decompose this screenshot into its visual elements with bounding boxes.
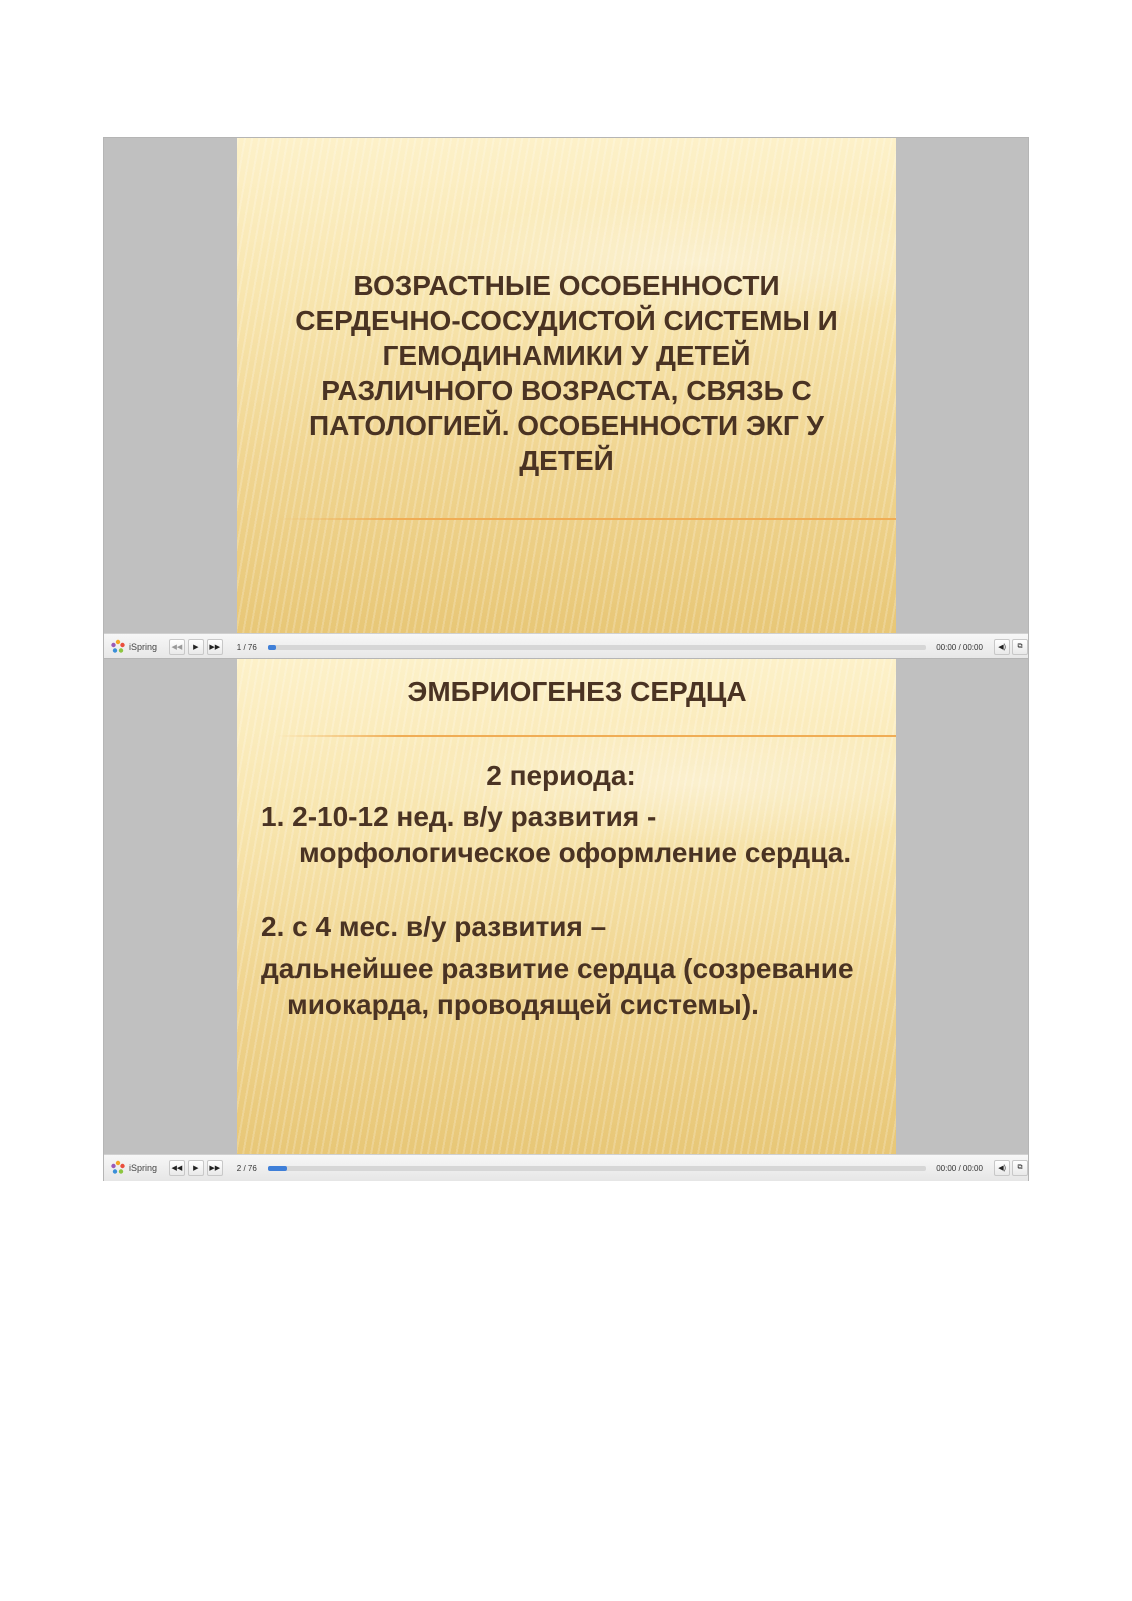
progress-fill (268, 1166, 288, 1171)
brand-label: iSpring (129, 642, 158, 652)
fullscreen-button[interactable] (1012, 1160, 1028, 1176)
item-line: миокарда, проводящей системы). (287, 989, 759, 1020)
slide-1 (237, 138, 896, 633)
title-line: СЕРДЕЧНО-СОСУДИСТОЙ СИСТЕМЫ И (295, 305, 838, 336)
volume-icon: ◀) (998, 1165, 1006, 1172)
volume-button[interactable] (994, 1160, 1010, 1176)
title-line: ПАТОЛОГИЕЙ. ОСОБЕННОСТИ ЭКГ У (309, 410, 824, 441)
title-line: ВОЗРАСТНЫЕ ОСОБЕННОСТИ (353, 270, 780, 301)
item-line: 1. 2-10-12 нед. в/у развития - (261, 801, 657, 832)
item-line: 2. с 4 мес. в/у развития – (261, 911, 607, 942)
progress-track[interactable] (268, 645, 926, 650)
title-line: РАЗЛИЧНОГО ВОЗРАСТА, СВЯЗЬ С (321, 375, 812, 406)
ispring-logo (110, 639, 166, 655)
volume-icon: ◀) (998, 644, 1006, 651)
list-item-continuation (261, 951, 896, 1023)
player-controls (104, 633, 1028, 660)
volume-button[interactable] (994, 639, 1010, 655)
accent-rule (277, 518, 896, 520)
timecode: 00:00 / 00:00 (936, 1163, 983, 1173)
play-button[interactable] (188, 1160, 204, 1176)
timecode: 00:00 / 00:00 (936, 642, 983, 652)
periods-heading: 2 периода: (486, 760, 636, 791)
title-line: ДЕТЕЙ (519, 445, 614, 476)
fullscreen-button[interactable] (1012, 639, 1028, 655)
title-line: ГЕМОДИНАМИКИ У ДЕТЕЙ (382, 340, 751, 371)
item-line: дальнейшее развитие сердца (созревание (261, 953, 854, 984)
slide-2 (237, 659, 896, 1154)
slide-counter: 1 / 76 (236, 642, 257, 652)
slide-title: ЭМБРИОГЕНЕЗ СЕРДЦА (407, 676, 747, 707)
player-controls (104, 1154, 1028, 1181)
progress-fill (268, 645, 276, 650)
slide-player-2 (103, 658, 1029, 1181)
play-button[interactable] (188, 639, 204, 655)
fullscreen-icon: ⧉ (1017, 1164, 1023, 1171)
slide-body (261, 759, 896, 1023)
ispring-logo (110, 1160, 166, 1176)
list-item (261, 799, 896, 871)
next-slide-button[interactable] (207, 639, 223, 655)
ispring-flower-icon (110, 1160, 126, 1176)
play-icon: ▶ (193, 644, 199, 651)
fullscreen-icon: ⧉ (1017, 643, 1023, 650)
slide-title (257, 268, 876, 478)
prev-slide-button[interactable] (169, 1160, 185, 1176)
fast-forward-icon: ▶▶ (209, 1165, 221, 1172)
next-slide-button[interactable] (207, 1160, 223, 1176)
play-icon: ▶ (193, 1165, 199, 1172)
accent-rule (277, 735, 896, 737)
fast-forward-icon: ▶▶ (209, 644, 221, 651)
item-line: морфологическое оформление сердца. (299, 837, 852, 868)
rewind-icon: ◀◀ (171, 1165, 183, 1172)
progress-track[interactable] (268, 1166, 926, 1171)
list-item (261, 909, 896, 945)
ispring-flower-icon (110, 639, 126, 655)
rewind-icon: ◀◀ (171, 644, 183, 651)
prev-slide-button[interactable] (169, 639, 185, 655)
slide-counter: 2 / 76 (236, 1163, 257, 1173)
brand-label: iSpring (129, 1163, 158, 1173)
slide-player-1 (103, 137, 1029, 660)
